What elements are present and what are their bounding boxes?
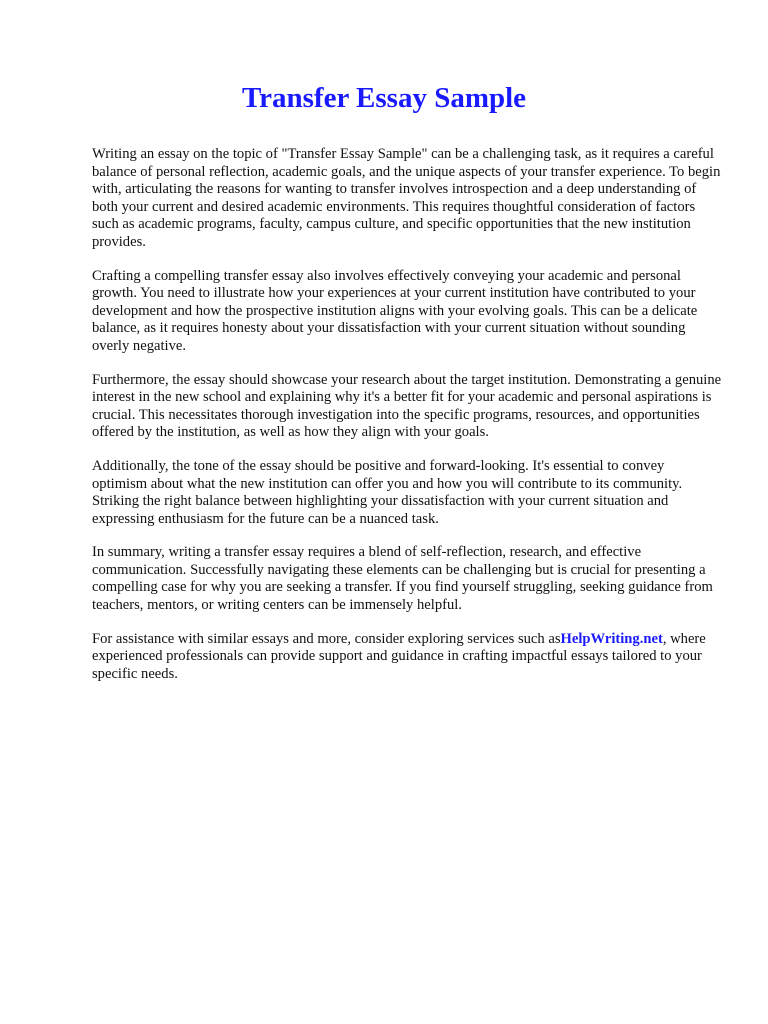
paragraph-1: Writing an essay on the topic of "Transfer Essay Sample" can be a challenging task, as it requires a careful balance of personal reflection, academic goals, and the unique aspects of your transfer experience. To begin with, articulating the reasons for wanting to transfer involves introspection and a deep understanding of both your current and desired academic environments. This requires thoughtful consideration of factors such as academic programs, faculty, campus culture, and specific opportunities that the new institution provides. [92, 146, 721, 250]
paragraph-2: Crafting a compelling transfer essay also involves effectively conveying your academic and personal growth. You need to illustrate how your experiences at your current institution have contributed to your development and how the prospective institution aligns with your evolving goals. This can be a delicate balance, as it requires honesty about your dissatisfaction with your current situation without sounding overly negative. [92, 267, 698, 354]
closing-text-after-link: , where experienced professionals can provide support and guidance in crafting impactful essays tailored to your specific needs. [92, 630, 706, 682]
paragraph-4: Additionally, the tone of the essay should be positive and forward-looking. It's essential to convey optimism about what the new institution can offer you and how you will contribute to its community. Striking the right balance between highlighting your dissatisfaction with your current situation and expressing enthusiasm for the future can be a nuanced task. [92, 457, 683, 527]
closing-paragraph [92, 631, 722, 684]
document-body [92, 146, 722, 699]
closing-text-before-link: For assistance with similar essays and more, consider exploring services such as [92, 630, 561, 647]
helpwriting-link[interactable]: HelpWriting.net [560, 630, 663, 647]
paragraph-3: Furthermore, the essay should showcase your research about the target institution. Demonstrating a genuine interest in the new school and explaining why it's a better fit for your academic and personal aspirations is crucial. This necessitates thorough investigation into the specific programs, resources, and opportunities offered by the institution, as well as how they align with your goals. [92, 371, 722, 441]
paragraph-5: In summary, writing a transfer essay requires a blend of self-reflection, research, and effective communication. Successfully navigating these elements can be challenging but is crucial for presenting a compelling case for why you are seeking a transfer. If you find yourself struggling, seeking guidance from teachers, mentors, or writing centers can be immensely helpful. [92, 544, 713, 614]
document-title: Transfer Essay Sample [241, 82, 527, 114]
